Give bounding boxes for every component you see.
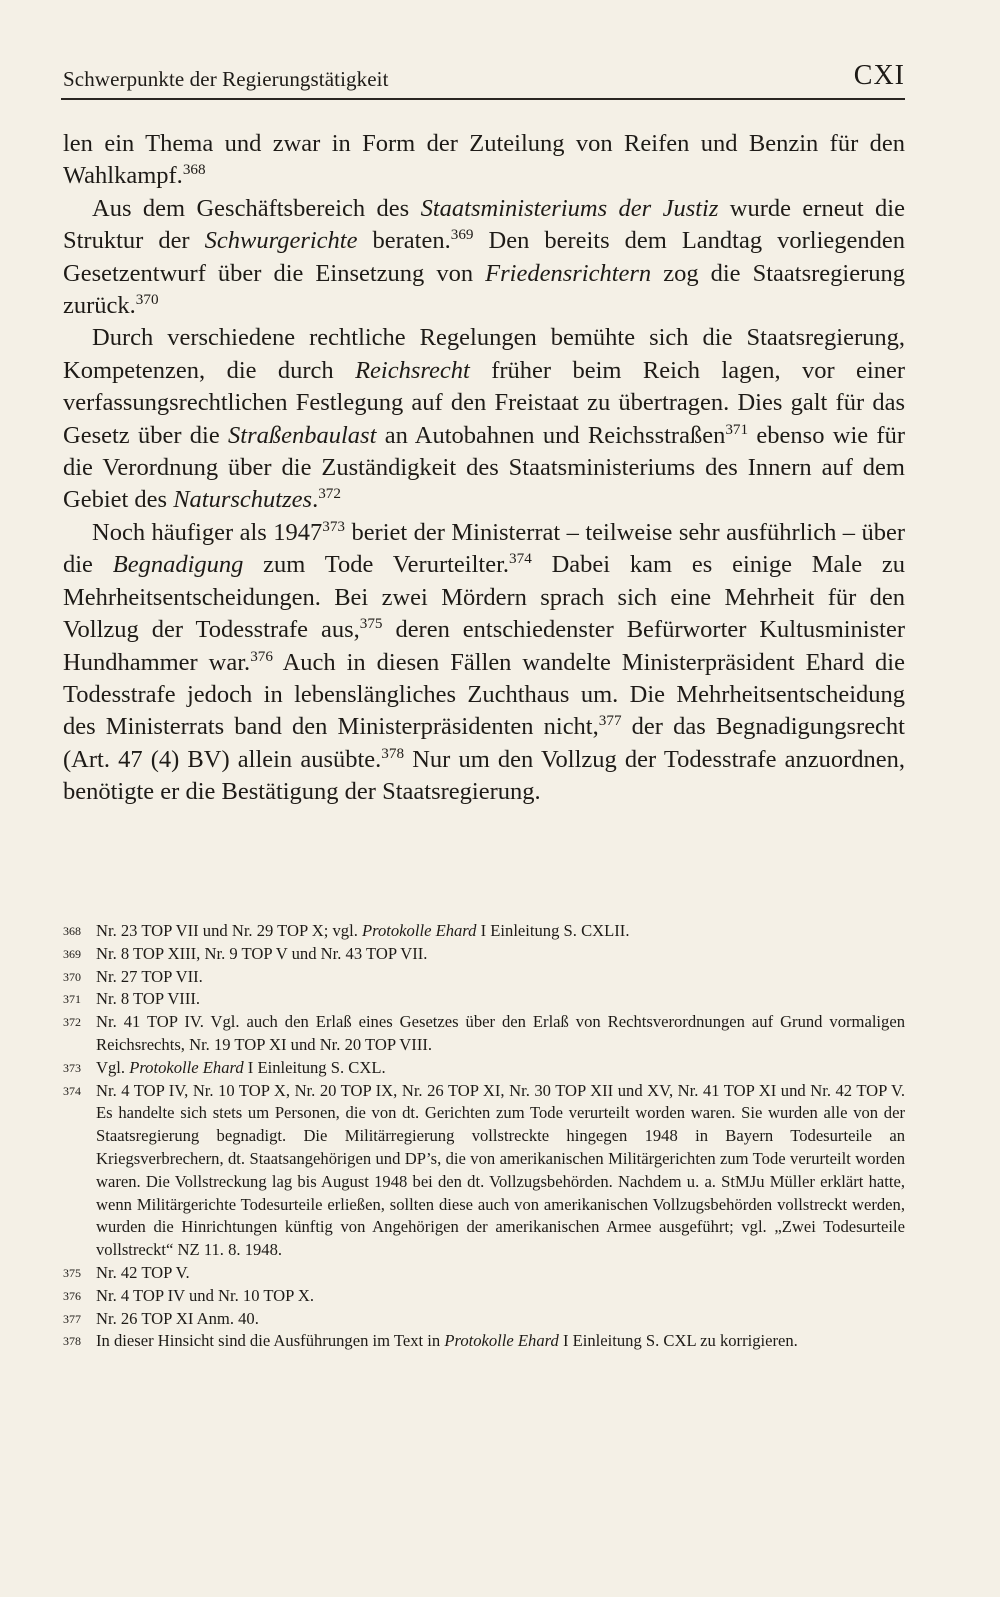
footnote-number: 373 [63, 1060, 81, 1075]
emphasis: Staatsministeriums der Justiz [420, 194, 719, 222]
footnote-373: 373 Vgl. Protokolle Ehard I Einleitung S. CXL. [63, 1057, 905, 1080]
footnote-372: 372 Nr. 41 TOP IV. Vgl. auch den Erlaß eines Gesetzes über den Erlaß von Rechtsverordnungen auf Grund vormaligen Reichsrechts, Nr. 19 TOP XI und Nr. 20 TOP VIII. [63, 1012, 905, 1054]
footnote-ref: 369 [450, 226, 474, 244]
footnote-number: 372 [63, 1015, 81, 1030]
footnote-ref: 377 [598, 712, 622, 730]
paragraph-1: len ein Thema und zwar in Form der Zuteilung von Reifen und Benzin für den Wahlkampf.$^{368}$ [63, 130, 905, 190]
footnote-number: 369 [63, 946, 81, 961]
footnote-number: 374 [63, 1083, 81, 1098]
footnote-376: 376 Nr. 4 TOP IV und Nr. 10 TOP X. [63, 1285, 905, 1308]
footnote-374: 374 Nr. 4 TOP IV, Nr. 10 TOP X, Nr. 20 TOP IX, Nr. 26 TOP XI, Nr. 30 TOP XII und XV, Nr. 41 TOP XI und Nr. 42 TOP V. Es handelte sich stets um Personen, die von dt. Gerichten zum Tode verurteilt worden waren. Sie wurden alle von der Staatsregierung begnadigt. Die Militärregierung vollstreckte hingegen 1948 in Bayern Todesurteile an Kriegsverbrechern, dt. Staatsangehörigen und DP’s, die von amerikanischen Militärgerichten zum Tode verurteilt worden waren. Die Vollstreckung lag bis August 1948 bei den dt. Vollzugsbehörden. Nachdem u. a. StMJu Müller erklärt hatte, wenn Militärgerichte Todesurteile erließen, sollten diese auch von amerikanischen Vollzugsbehörden vollstreckt werden, wurden die Hinrichtungen künftig von Angehörigen der amerikanischen Armee ausgeführt; vgl. „Zwei Todesurteile vollstreckt“ NZ 11. 8. 1948. [63, 1080, 905, 1260]
footnote-371: 371 Nr. 8 TOP VIII. [63, 988, 905, 1011]
emphasis: Straßenbaulast [228, 421, 377, 449]
footnote-ref: 375 [359, 614, 383, 632]
paragraph-4: Noch häufiger als 1947$^{373}$ beriet der Ministerrat – teilweise sehr ausführlich – über die Begnadigung zum Tode Verurteilter.$^{374}$ Dabei kam es einige Male zu Mehrheitsentscheidungen. Bei zwei Mördern sprach sich eine Mehrheit für den Vollzug der Todesstrafe aus,$^{375}$ deren entschiedenster Befürworter Kultusminister Hundhammer war.$^{376}$ Auch in diesen Fällen wandelte Ministerpräsident Ehard die Todesstrafe jedoch in lebenslängliches Zuchthaus um. Die Mehrheitsentscheidung des Ministerrats band den Ministerpräsidenten nicht,$^{377}$ der das Begnadigungsrecht (Art. 47 (4) BV) allein ausübte.$^{378}$ Nur um den Vollzug der Todesstrafe anzuordnen, benötigte er die Bestätigung der Staatsregierung. [63, 517, 905, 806]
footnote-number: 368 [63, 924, 81, 938]
paragraph-2: Aus dem Geschäftsbereich des Staatsministeriums der Justiz wurde erneut die Struktur der Schwurgerichte beraten.$^{369}$ Den bereits dem Landtag vorliegenden Gesetzentwurf über die Einsetzung von Friedensrichtern zog die Staatsregierung zurück.$^{370}$ [63, 194, 905, 320]
footnote-377: 377 Nr. 26 TOP XI Anm. 40. [63, 1308, 905, 1331]
footnote-375: 375 Nr. 42 TOP V. [63, 1262, 905, 1285]
footnote-number: 377 [63, 1311, 81, 1326]
footnote-ref: 371 [725, 420, 749, 438]
footnote-369: 369 Nr. 8 TOP XIII, Nr. 9 TOP V und Nr. 43 TOP VII. [63, 943, 905, 966]
footnote-ref: 374 [509, 550, 532, 568]
footnote-ref: 373 [322, 517, 345, 535]
footnote-number: 375 [63, 1265, 81, 1280]
emphasis: Friedensrichtern [485, 259, 652, 287]
footnote-ref: 370 [135, 290, 159, 308]
paragraph-3: Durch verschiedene rechtliche Regelungen bemühte sich die Staatsregierung, Kompetenzen, die durch Reichsrecht früher beim Reich lagen, vor einer verfassungsrechtlichen Festlegung auf den Freistaat zu übertragen. Dies galt für das Gesetz über die Straßenbaulast an Autobahnen und Reichsstraßen$^{371}$ ebenso wie für die Verordnung über die Zuständigkeit des Staatsministeriums des Innern auf dem Gebiet des Naturschutzes.$^{372}$ [63, 324, 905, 514]
emphasis: Naturschutzes [173, 486, 313, 514]
running-title: Schwerpunkte der Regierungstätigkeit [63, 67, 389, 91]
footnote-ref: 376 [250, 647, 273, 665]
footnote-378: 378 In dieser Hinsicht sind die Ausführungen im Text in Protokolle Ehard I Einleitung S. CXL zu korrigieren. [63, 1330, 905, 1353]
footnote-number: 378 [63, 1334, 81, 1349]
running-header [61, 62, 905, 98]
footnote-370: 370 Nr. 27 TOP VII. [63, 966, 905, 989]
footnote-368: 368 Nr. 23 TOP VII und Nr. 29 TOP X; vgl. Protokolle Ehard I Einleitung S. CXLII. [63, 920, 905, 943]
page-number: CXI [853, 60, 905, 91]
footnote-ref: 378 [381, 744, 405, 762]
emphasis: Schwurgerichte [204, 227, 358, 255]
header-rule [61, 98, 905, 100]
footnote-number: 376 [63, 1288, 81, 1303]
emphasis: Reichsrecht [355, 356, 470, 384]
footnote-ref: 372 [318, 485, 341, 503]
body-text [63, 128, 905, 809]
footnote-number: 370 [63, 969, 81, 984]
footnotes [63, 920, 905, 1353]
footnote-number: 371 [63, 992, 81, 1007]
footnote-ref: 368 [182, 161, 206, 179]
emphasis: Begnadigung [112, 551, 244, 579]
